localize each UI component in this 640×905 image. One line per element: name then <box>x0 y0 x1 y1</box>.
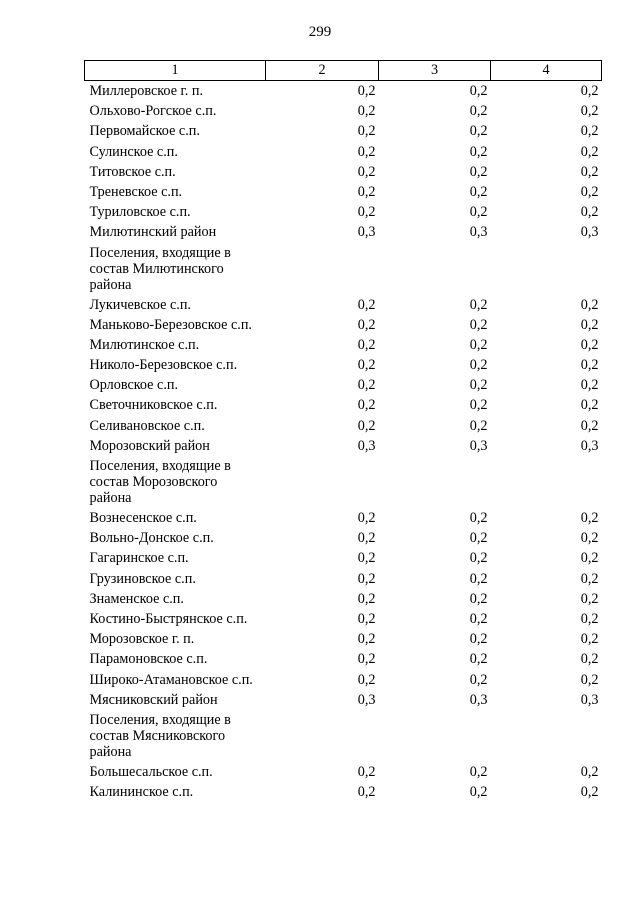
value-cell-col-3: 0,2 <box>469 357 488 374</box>
table-row <box>85 295 602 315</box>
value-cell-col-2: 0,2 <box>357 651 376 668</box>
table-row <box>85 548 602 568</box>
value-cell-col-3: 0,2 <box>469 143 488 160</box>
value-cell-col-4: 0,2 <box>580 123 599 140</box>
value-cell-col-4: 0,2 <box>580 763 599 780</box>
value-cell-col-2: 0,2 <box>357 316 376 333</box>
table-row <box>85 162 602 182</box>
value-cell-col-3: 0,3 <box>469 691 488 708</box>
table-row <box>85 589 602 609</box>
value-cell-col-3: 0,2 <box>469 530 488 547</box>
value-cell-col-4: 0,2 <box>580 316 599 333</box>
value-cell-col-3: 0,2 <box>469 671 488 688</box>
settlement-name-cell: Николо-Березовское с.п. <box>89 357 238 374</box>
value-cell-col-3: 0,2 <box>469 183 488 200</box>
table-row <box>85 710 602 762</box>
value-cell-col-2: 0,3 <box>357 224 376 241</box>
settlement-name-cell: Вольно-Донское с.п. <box>89 530 214 547</box>
value-cell-col-2: 0,2 <box>357 550 376 567</box>
settlement-name-cell: Лукичевское с.п. <box>89 296 191 313</box>
value-cell-col-3: 0,2 <box>469 590 488 607</box>
value-cell-col-2: 0,3 <box>357 691 376 708</box>
value-cell-col-4: 0,2 <box>580 336 599 353</box>
table-row <box>85 436 602 456</box>
value-cell-col-3: 0,2 <box>469 784 488 801</box>
value-cell-col-3: 0,2 <box>469 204 488 221</box>
value-cell-col-4: 0,2 <box>580 530 599 547</box>
table-row <box>85 609 602 629</box>
value-cell-col-3: 0,2 <box>469 296 488 313</box>
value-cell-col-2: 0,2 <box>357 183 376 200</box>
column-header-1: 1 <box>85 61 266 81</box>
header-row <box>85 61 602 81</box>
value-cell-col-4 <box>491 710 602 762</box>
value-cell-col-2: 0,3 <box>357 437 376 454</box>
settlement-name-cell: Селивановское с.п. <box>89 417 205 434</box>
table-row <box>85 649 602 669</box>
value-cell-col-3: 0,2 <box>469 163 488 180</box>
settlement-name-cell: Вознесенское с.п. <box>89 510 197 526</box>
value-cell-col-3: 0,3 <box>469 437 488 454</box>
table-row <box>85 81 602 102</box>
value-cell-col-2: 0,2 <box>357 163 376 180</box>
table-row <box>85 416 602 436</box>
value-cell-col-2 <box>266 710 379 762</box>
value-cell-col-3: 0,2 <box>469 570 488 587</box>
value-cell-col-3: 0,2 <box>469 417 488 434</box>
column-header-2: 2 <box>266 61 379 81</box>
value-cell-col-2: 0,2 <box>357 763 376 780</box>
table-row <box>85 121 602 141</box>
value-cell-col-2: 0,2 <box>357 784 376 801</box>
value-cell-col-2: 0,2 <box>357 671 376 688</box>
value-cell-col-3: 0,2 <box>469 123 488 140</box>
value-cell-col-3 <box>379 456 491 508</box>
value-cell-col-2: 0,2 <box>357 397 376 414</box>
settlement-name-cell: Милютинский район <box>89 224 217 241</box>
column-header-4: 4 <box>491 61 602 81</box>
value-cell-col-4: 0,3 <box>580 437 599 454</box>
settlement-name-cell: Парамоновское с.п. <box>89 651 208 668</box>
value-cell-col-4: 0,2 <box>580 651 599 668</box>
settlement-name-cell: Морозовское г. п. <box>89 631 195 648</box>
table-row <box>85 142 602 162</box>
table-row <box>85 569 602 589</box>
value-cell-col-3: 0,2 <box>469 763 488 780</box>
settlement-name-cell: Морозовский район <box>89 437 210 454</box>
table-row <box>85 222 602 242</box>
value-cell-col-4: 0,2 <box>580 671 599 688</box>
value-cell-col-2 <box>266 456 379 508</box>
value-cell-col-4: 0,3 <box>580 224 599 241</box>
value-cell-col-4: 0,2 <box>580 143 599 160</box>
table-row <box>85 670 602 690</box>
table-header <box>85 61 602 81</box>
settlement-name-cell: Грузиновское с.п. <box>89 570 196 587</box>
value-cell-col-2: 0,2 <box>357 510 376 526</box>
settlement-name-cell: Милютинское с.п. <box>89 336 200 353</box>
settlement-name-cell: Маньково-Березовское с.п. <box>89 316 252 333</box>
value-cell-col-4: 0,2 <box>580 296 599 313</box>
value-cell-col-3: 0,2 <box>469 651 488 668</box>
value-cell-col-3: 0,2 <box>469 610 488 627</box>
settlement-name-cell: Первомайское с.п. <box>89 123 200 140</box>
value-cell-col-4: 0,2 <box>580 610 599 627</box>
value-cell-col-2: 0,2 <box>357 417 376 434</box>
settlement-name-cell: Сулинское с.п. <box>89 143 178 160</box>
value-cell-col-4: 0,2 <box>580 204 599 221</box>
settlement-name-cell: Костино-Быстрянское с.п. <box>89 610 248 627</box>
table-body <box>85 81 602 803</box>
value-cell-col-2: 0,2 <box>357 530 376 547</box>
value-cell-col-3: 0,2 <box>469 83 488 99</box>
settlement-name-cell: Ольхово-Рогское с.п. <box>89 103 217 120</box>
value-cell-col-2: 0,2 <box>357 631 376 648</box>
settlement-name-cell: Туриловское с.п. <box>89 204 191 221</box>
data-table <box>84 60 602 802</box>
table-row <box>85 762 602 782</box>
value-cell-col-4 <box>491 243 602 295</box>
value-cell-col-2: 0,2 <box>357 590 376 607</box>
settlement-name-cell: Треневское с.п. <box>89 183 183 200</box>
value-cell-col-2: 0,2 <box>357 123 376 140</box>
value-cell-col-4: 0,2 <box>580 357 599 374</box>
table-row <box>85 101 602 121</box>
table-row <box>85 395 602 415</box>
settlement-name-cell: Орловское с.п. <box>89 377 179 394</box>
value-cell-col-2: 0,2 <box>357 377 376 394</box>
value-cell-col-4: 0,3 <box>580 691 599 708</box>
value-cell-col-4: 0,2 <box>580 631 599 648</box>
value-cell-col-4: 0,2 <box>580 550 599 567</box>
settlement-name-cell: Поселения, входящие в состав Морозовского района <box>89 458 231 506</box>
value-cell-col-2 <box>266 243 379 295</box>
value-cell-col-4: 0,2 <box>580 784 599 801</box>
value-cell-col-2: 0,2 <box>357 296 376 313</box>
value-cell-col-3: 0,2 <box>469 510 488 526</box>
table-row <box>85 335 602 355</box>
settlement-name-cell: Большесальское с.п. <box>89 763 213 780</box>
settlement-name-cell: Титовское с.п. <box>89 163 176 180</box>
value-cell-col-3: 0,2 <box>469 336 488 353</box>
value-cell-col-2: 0,2 <box>357 103 376 120</box>
value-cell-col-3 <box>379 243 491 295</box>
value-cell-col-2: 0,2 <box>357 570 376 587</box>
table-row <box>85 782 602 802</box>
value-cell-col-2: 0,2 <box>357 336 376 353</box>
value-cell-col-3: 0,3 <box>469 224 488 241</box>
table-row <box>85 315 602 335</box>
value-cell-col-4: 0,2 <box>580 590 599 607</box>
table-row <box>85 629 602 649</box>
settlement-name-cell: Гагаринское с.п. <box>89 550 189 567</box>
table-row <box>85 508 602 528</box>
value-cell-col-3: 0,2 <box>469 631 488 648</box>
value-cell-col-4: 0,2 <box>580 163 599 180</box>
value-cell-col-4: 0,2 <box>580 570 599 587</box>
settlement-name-cell: Знаменское с.п. <box>89 590 184 607</box>
table-row <box>85 528 602 548</box>
value-cell-col-2: 0,2 <box>357 143 376 160</box>
value-cell-col-4: 0,2 <box>580 183 599 200</box>
value-cell-col-2: 0,2 <box>357 357 376 374</box>
table-row <box>85 182 602 202</box>
table-row <box>85 456 602 508</box>
value-cell-col-4: 0,2 <box>580 510 599 526</box>
value-cell-col-2: 0,2 <box>357 610 376 627</box>
value-cell-col-4: 0,2 <box>580 377 599 394</box>
value-cell-col-3: 0,2 <box>469 103 488 120</box>
settlement-name-cell: Миллеровское г. п. <box>89 83 203 99</box>
table-row <box>85 202 602 222</box>
value-cell-col-2: 0,2 <box>357 204 376 221</box>
value-cell-col-4 <box>491 456 602 508</box>
settlement-name-cell: Поселения, входящие в состав Мясниковского района <box>89 711 231 760</box>
table-row <box>85 690 602 710</box>
settlement-name-cell: Широко-Атамановское с.п. <box>89 671 253 688</box>
table-row <box>85 355 602 375</box>
settlement-name-cell: Калининское с.п. <box>89 784 194 801</box>
value-cell-col-3: 0,2 <box>469 550 488 567</box>
value-cell-col-3: 0,2 <box>469 377 488 394</box>
column-header-3: 3 <box>379 61 491 81</box>
value-cell-col-3: 0,2 <box>469 397 488 414</box>
table-row <box>85 243 602 295</box>
value-cell-col-4: 0,2 <box>580 397 599 414</box>
table-row <box>85 375 602 395</box>
settlement-name-cell: Мясниковский район <box>89 691 218 708</box>
page-number: 299 <box>308 24 332 40</box>
settlement-name-cell: Светочниковское с.п. <box>89 397 218 414</box>
value-cell-col-2: 0,2 <box>357 83 376 99</box>
value-cell-col-4: 0,2 <box>580 417 599 434</box>
value-cell-col-3 <box>379 710 491 762</box>
value-cell-col-3: 0,2 <box>469 316 488 333</box>
value-cell-col-4: 0,2 <box>580 83 599 99</box>
value-cell-col-4: 0,2 <box>580 103 599 120</box>
settlement-name-cell: Поселения, входящие в состав Милютинского района <box>89 244 231 293</box>
